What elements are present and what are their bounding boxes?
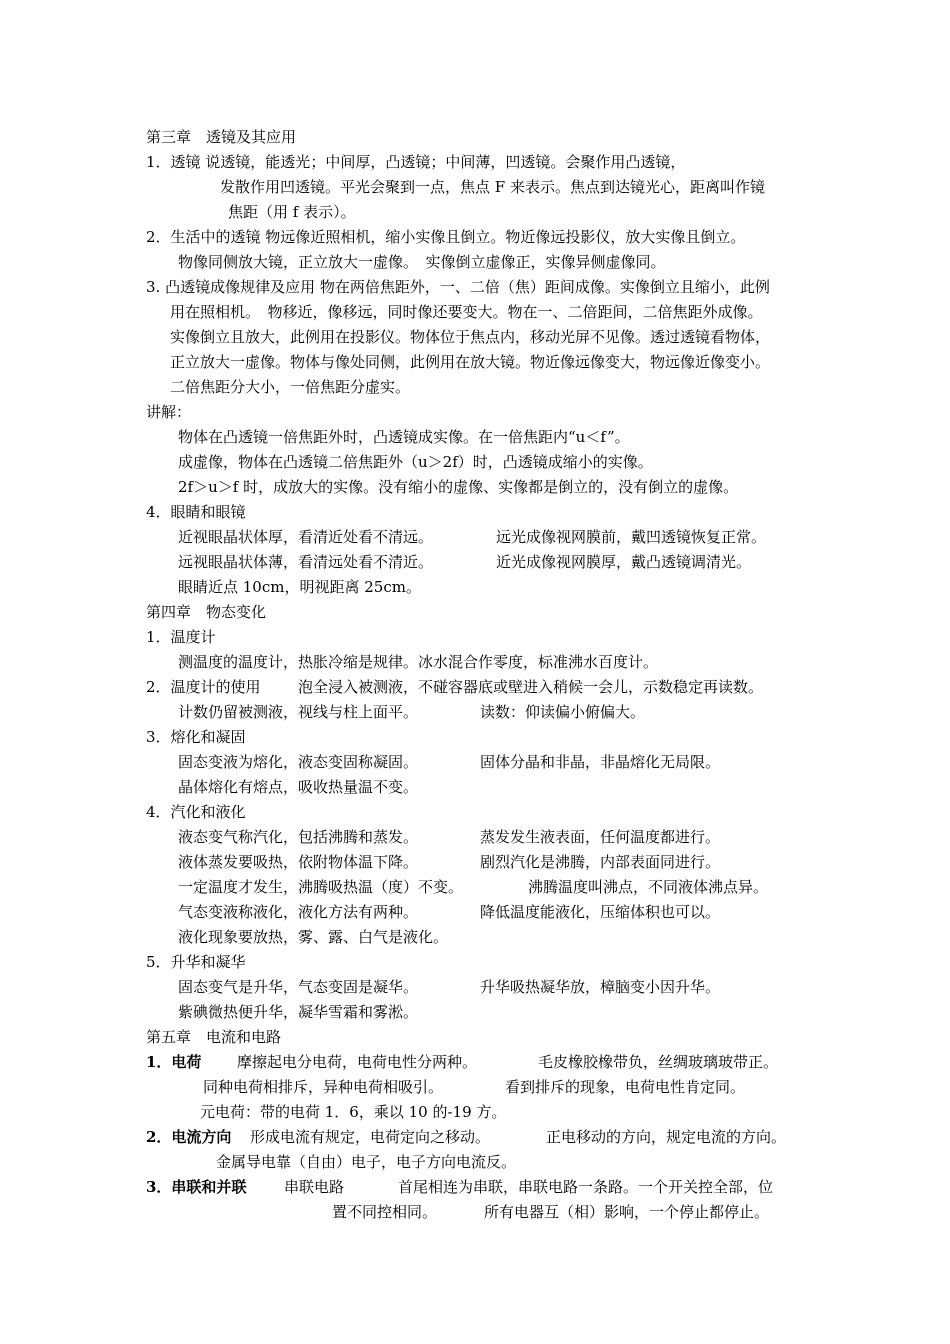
ch3-s4-line1a: 近视眼晶状体厚，看清近处看不清远。 — [178, 528, 434, 546]
ch3-s3-line1: 3. 凸透镜成像规律及应用 物在两倍焦距外，一、二倍（焦）距间成像。实像倒立且缩小，此例 — [146, 278, 770, 296]
ch5-s1-line1a: 摩擦起电分电荷，电荷电性分两种。 — [237, 1053, 478, 1071]
explain-heading: 讲解： — [146, 403, 192, 421]
ch3-s1-line2: 发散作用凹透镜。平光会聚到一点，焦点 F 来表示。焦点到达镜光心，距离叫作镜 — [220, 178, 765, 196]
ch4-s4-line3a: 一定温度才发生，沸腾吸热温（度）不变。 — [178, 878, 464, 896]
ch3-s2-line1: 2．生活中的透镜 物远像近照相机，缩小实像且倒立。物近像远投影仪，放大实像且倒立。 — [146, 228, 746, 246]
ch4-s4-line2a: 液体蒸发要吸热，依附物体温下降。 — [178, 853, 419, 871]
ch4-s4-heading: 4．汽化和液化 — [146, 803, 246, 821]
ch4-s2-line1b: 泡全浸入被测液，不碰容器底或壁进入稍候一会儿，示数稳定再读数。 — [298, 678, 764, 696]
ch5-s3-heading: 3．串联和并联 — [146, 1178, 247, 1196]
ch4-s5-line1b: 升华吸热凝华放，樟脑变小因升华。 — [480, 978, 721, 996]
ch4-s4-line3b: 沸腾温度叫沸点，不同液体沸点异。 — [528, 878, 769, 896]
ch5-s1-line2b: 看到排斥的现象，电荷电性肯定同。 — [505, 1078, 746, 1096]
ch4-s3-line1b: 固体分晶和非晶，非晶熔化无局限。 — [480, 753, 721, 771]
ch3-s4-line1b: 远光成像视网膜前，戴凹透镜恢复正常。 — [496, 528, 767, 546]
chapter-5-title: 第五章 电流和电路 — [146, 1028, 282, 1046]
ch5-s2-line1b: 正电移动的方向，规定电流的方向。 — [546, 1128, 787, 1146]
chapter-4-title: 第四章 物态变化 — [146, 603, 267, 621]
ch5-s3-line1a: 串联电路 — [284, 1178, 345, 1196]
ch4-s3-line1a: 固态变液为熔化，液态变固称凝固。 — [178, 753, 419, 771]
chapter-3-title: 第三章 透镜及其应用 — [146, 128, 297, 146]
ch3-s3-line5: 二倍焦距分大小，一倍焦距分虚实。 — [170, 378, 411, 396]
ch5-s1-line3: 元电荷：带的电荷 1．6，乘以 10 的-19 方。 — [200, 1103, 507, 1121]
ch3-s1-line3: 焦距（用 f 表示）。 — [228, 203, 356, 221]
ch3-s3-line3: 实像倒立且放大，此例用在投影仪。物体位于焦点内，移动光屏不见像。透过透镜看物体， — [170, 328, 771, 346]
ch3-s4-line2a: 远视眼晶状体薄，看清远处看不清近。 — [178, 553, 434, 571]
ch4-s4-line5: 液化现象要放热，雾、露、白气是液化。 — [178, 928, 449, 946]
ch4-s4-line2b: 剧烈汽化是沸腾，内部表面同进行。 — [480, 853, 721, 871]
ch5-s2-line1a: 形成电流有规定，电荷定向之移动。 — [250, 1128, 491, 1146]
ch5-s3-line1b: 首尾相连为串联，串联电路一条路。一个开关控全部，位 — [398, 1178, 774, 1196]
ch4-s4-line4b: 降低温度能液化，压缩体积也可以。 — [480, 903, 721, 921]
ch5-s2-heading: 2．电流方向 — [146, 1128, 232, 1146]
ch3-s1-line1: 1．透镜 说透镜，能透光；中间厚，凸透镜；中间薄，凹透镜。会聚作用凸透镜， — [146, 153, 686, 171]
ch5-s2-line2: 金属导电靠（自由）电子，电子方向电流反。 — [216, 1153, 517, 1171]
ch3-s2-line2: 物像同侧放大镜，正立放大一虚像。 实像倒立虚像正，实像异侧虚像同。 — [178, 253, 666, 271]
ch4-s2-line1a: 2．温度计的使用 — [146, 678, 261, 696]
ch4-s2-line2b: 读数：仰读偏小俯偏大。 — [480, 703, 646, 721]
ch3-s4-line2b: 近光成像视网膜厚，戴凸透镜调清光。 — [496, 553, 752, 571]
ch5-s1-heading: 1．电荷 — [146, 1053, 202, 1071]
ch5-s3-line2b: 所有电器互（相）影响，一个停止都停止。 — [484, 1203, 770, 1221]
ch4-s4-line4a: 气态变液称液化，液化方法有两种。 — [178, 903, 419, 921]
ch4-s4-line1b: 蒸发发生液表面，任何温度都进行。 — [480, 828, 721, 846]
ch3-s3-line4: 正立放大一虚像。物体与像处同侧，此例用在放大镜。物近像远像变大，物远像近像变小。 — [170, 353, 771, 371]
ch4-s1-heading: 1．温度计 — [146, 628, 216, 646]
ch4-s5-heading: 5．升华和凝华 — [146, 953, 246, 971]
ch4-s3-heading: 3．熔化和凝固 — [146, 728, 246, 746]
ch3-s4-heading: 4．眼睛和眼镜 — [146, 503, 246, 521]
explain-line1: 物体在凸透镜一倍焦距外时，凸透镜成实像。在一倍焦距内“u＜f”。 — [178, 428, 630, 446]
explain-line2: 成虚像，物体在凸透镜二倍焦距外（u＞2f）时，凸透镜成缩小的实像。 — [178, 453, 653, 471]
ch5-s3-line2a: 置不同控相同。 — [332, 1203, 438, 1221]
ch3-s4-line3: 眼睛近点 10cm，明视距离 25cm。 — [178, 578, 421, 596]
ch3-s3-line2: 用在照相机。 物移近，像移远，同时像还要变大。物在一、二倍距间，二倍焦距外成像。 — [170, 303, 763, 321]
ch4-s1-line1: 测温度的温度计，热胀冷缩是规律。冰水混合作零度，标准沸水百度计。 — [178, 653, 659, 671]
ch5-s1-line1b: 毛皮橡胶橡带负，丝绸玻璃玻带正。 — [538, 1053, 779, 1071]
ch4-s2-line2a: 计数仍留被测液，视线与柱上面平。 — [178, 703, 419, 721]
ch4-s3-line2: 晶体熔化有熔点，吸收热量温不变。 — [178, 778, 419, 796]
explain-line3: 2f＞u＞f 时，成放大的实像。没有缩小的虚像、实像都是倒立的，没有倒立的虚像。 — [178, 478, 739, 496]
ch5-s1-line2a: 同种电荷相排斥，异种电荷相吸引。 — [203, 1078, 444, 1096]
ch4-s5-line1a: 固态变气是升华，气态变固是凝华。 — [178, 978, 419, 996]
ch4-s5-line2: 紫碘微热便升华，凝华雪霜和雾淞。 — [178, 1003, 419, 1021]
ch4-s4-line1a: 液态变气称汽化，包括沸腾和蒸发。 — [178, 828, 419, 846]
